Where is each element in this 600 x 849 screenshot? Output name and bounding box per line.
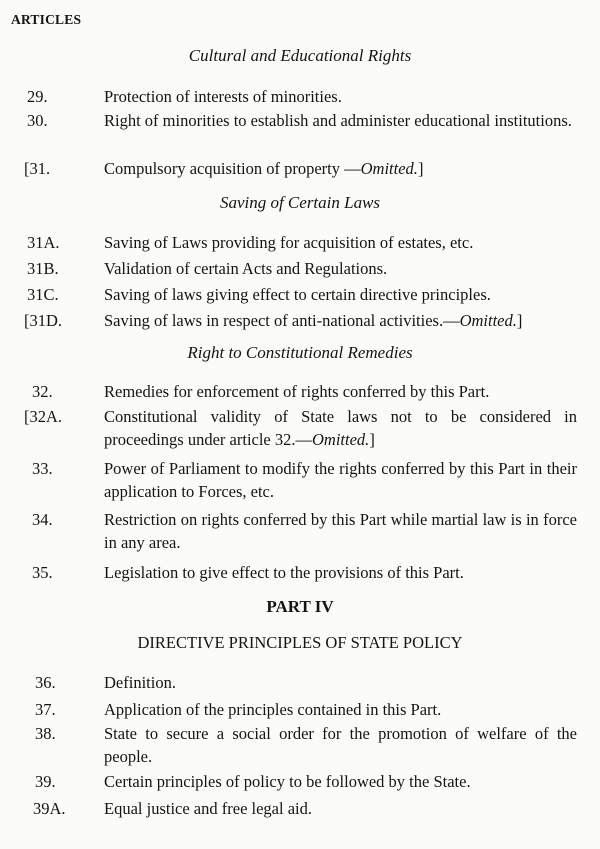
section-heading-cultural: Cultural and Educational Rights <box>188 46 412 65</box>
article-title: Remedies for enforcement of rights conferred by this Part. <box>104 382 490 401</box>
article-title: Saving of Laws providing for acquisition of estates, etc. <box>104 233 474 252</box>
part-heading: PART IV <box>266 597 334 616</box>
article-number: 29. <box>27 87 48 106</box>
article-title: Saving of laws giving effect to certain directive principles. <box>104 285 491 304</box>
article-title: Validation of certain Acts and Regulations. <box>104 259 388 278</box>
article-title: Power of Parliament to modify the rights conferred by this Part in their application to Forces, etc. <box>104 459 577 501</box>
article-number: [32A. <box>24 407 63 426</box>
article-title: Restriction on rights conferred by this Part while martial law is in force in any area. <box>104 510 577 552</box>
article-title: Protection of interests of minorities. <box>104 87 342 106</box>
article-number: 39. <box>35 772 56 791</box>
article-number: 33. <box>32 459 53 478</box>
page-header: ARTICLES <box>11 12 82 27</box>
article-number: 35. <box>32 563 53 582</box>
section-heading-remedies: Right to Constitutional Remedies <box>187 343 413 362</box>
article-title: Definition. <box>104 673 176 692</box>
article-number: 32. <box>32 382 53 401</box>
article-number: 34. <box>32 510 53 529</box>
article-title: Saving of laws in respect of anti-national activities.—Omitted.] <box>104 311 523 330</box>
article-title: Constitutional validity of State laws not to be considered in proceedings under article 32.—Omitted.] <box>104 407 577 449</box>
article-title: Equal justice and free legal aid. <box>104 799 312 818</box>
omitted-note: Omitted. <box>360 159 418 178</box>
article-number: 30. <box>27 111 48 130</box>
article-number: 38. <box>35 724 56 743</box>
article-number: 31C. <box>27 285 59 304</box>
article-title: Right of minorities to establish and administer educational institutions. <box>104 111 572 130</box>
article-number: 37. <box>35 700 56 719</box>
section-heading-saving: Saving of Certain Laws <box>219 193 381 212</box>
article-title: Legislation to give effect to the provisions of this Part. <box>104 563 464 582</box>
article-number: 31A. <box>27 233 60 252</box>
article-number: [31D. <box>24 311 63 330</box>
article-title: Compulsory acquisition of property —Omitted.] <box>104 159 424 178</box>
part-subheading: DIRECTIVE PRINCIPLES OF STATE POLICY <box>137 633 463 652</box>
omitted-note: Omitted. <box>312 430 370 449</box>
article-title: State to secure a social order for the promotion of welfare of the people. <box>104 724 577 766</box>
article-title: Certain principles of policy to be followed by the State. <box>104 772 471 791</box>
article-title: Application of the principles contained in this Part. <box>104 700 442 719</box>
article-number: [31. <box>24 159 51 178</box>
article-number: 39A. <box>33 799 66 818</box>
article-number: 31B. <box>27 259 59 278</box>
omitted-note: Omitted. <box>459 311 517 330</box>
article-number: 36. <box>35 673 56 692</box>
